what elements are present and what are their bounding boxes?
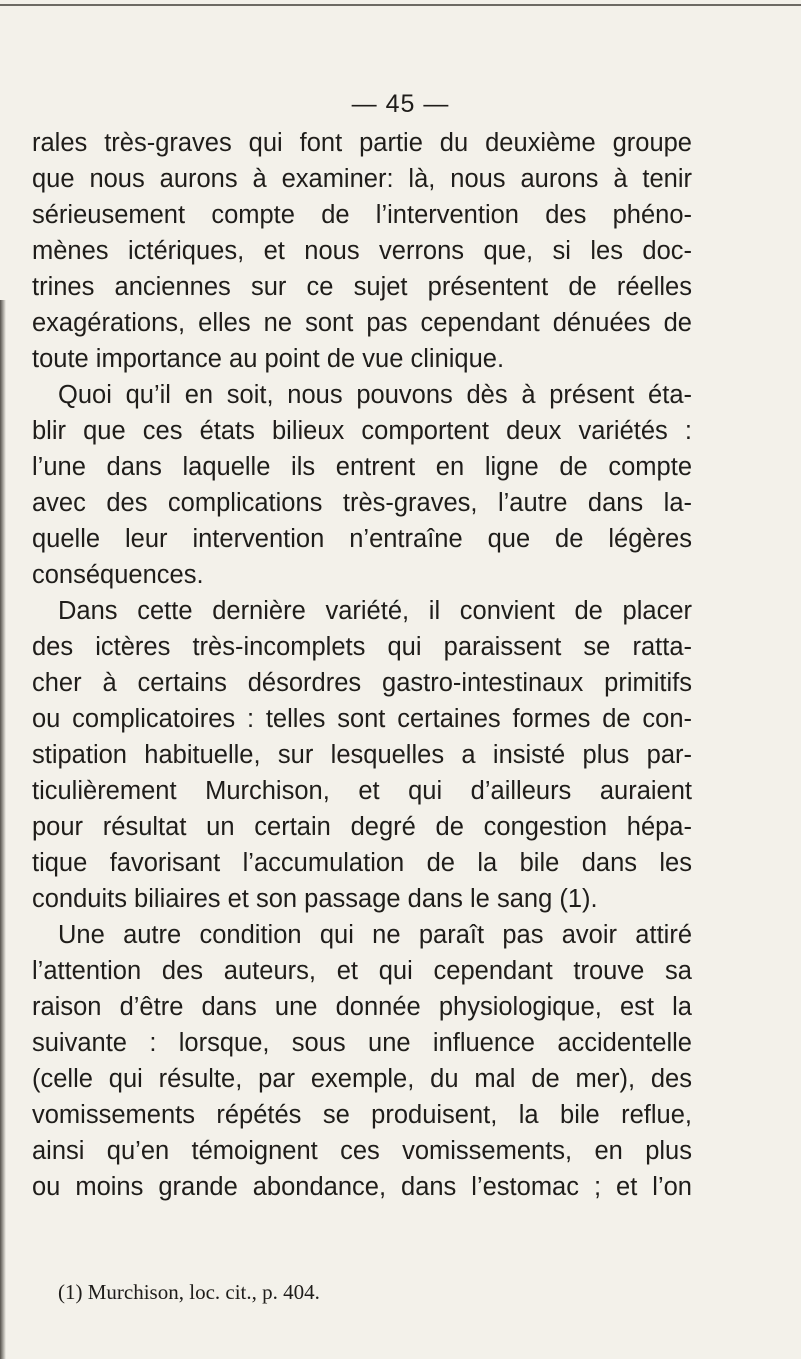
- text-line: exagérations, elles ne sont pas cependant dénuées de: [32, 309, 692, 337]
- text-line: des ictères très-incomplets qui paraissent se ratta-: [32, 633, 692, 661]
- text-line: l’attention des auteurs, et qui cependant trouve sa: [32, 957, 692, 985]
- text-line: vomissements répétés se produisent, la bile reflue,: [32, 1101, 692, 1129]
- text-line: mènes ictériques, et nous verrons que, si les doc-: [32, 237, 692, 265]
- text-line: l’une dans laquelle ils entrent en ligne de compte: [32, 453, 692, 481]
- text-line: raison d’être dans une donnée physiologique, est la: [32, 993, 692, 1021]
- text-line: ainsi qu’en témoignent ces vomissements, en plus: [32, 1137, 692, 1165]
- text-line: cher à certains désordres gastro-intestinaux primitifs: [32, 669, 692, 697]
- text-line: (celle qui résulte, par exemple, du mal de mer), des: [32, 1065, 692, 1093]
- binding-shadow: [0, 300, 6, 1359]
- page-top-edge: [0, 4, 801, 6]
- text-line: stipation habituelle, sur lesquelles a insisté plus par-: [32, 741, 692, 769]
- page-number: — 45 —: [351, 90, 450, 118]
- text-line: rales très-graves qui font partie du deuxième groupe: [32, 129, 692, 157]
- text-line: tique favorisant l’accumulation de la bile dans les: [32, 849, 692, 877]
- text-line: que nous aurons à examiner: là, nous aurons à tenir: [32, 165, 692, 193]
- footnote: (1) Murchison, loc. cit., p. 404.: [58, 1280, 320, 1304]
- text-line: pour résultat un certain degré de congestion hépa-: [32, 813, 692, 841]
- text-line: Dans cette dernière variété, il convient de placer: [58, 597, 692, 625]
- text-line: avec des complications très-graves, l’autre dans la-: [32, 489, 692, 517]
- text-line: ou moins grande abondance, dans l’estomac ; et l’on: [32, 1173, 692, 1201]
- text-line: toute importance au point de vue clinique.: [32, 345, 505, 373]
- text-line: quelle leur intervention n’entraîne que de légères: [32, 525, 692, 553]
- text-line: ou complicatoires : telles sont certaines formes de con-: [32, 705, 692, 733]
- text-line: Quoi qu’il en soit, nous pouvons dès à présent éta-: [58, 381, 692, 409]
- text-line: conséquences.: [32, 561, 204, 589]
- text-line: sérieusement compte de l’intervention des phéno-: [32, 201, 692, 229]
- body-text: [32, 125, 692, 1205]
- text-line: ticulièrement Murchison, et qui d’ailleurs auraient: [32, 777, 692, 805]
- text-line: blir que ces états bilieux comportent deux variétés :: [32, 417, 692, 445]
- text-line: trines anciennes sur ce sujet présentent de réelles: [32, 273, 692, 301]
- text-line: suivante : lorsque, sous une influence accidentelle: [32, 1029, 692, 1057]
- text-line: conduits biliaires et son passage dans le sang (1).: [32, 885, 598, 913]
- text-line: Une autre condition qui ne paraît pas avoir attiré: [58, 921, 692, 949]
